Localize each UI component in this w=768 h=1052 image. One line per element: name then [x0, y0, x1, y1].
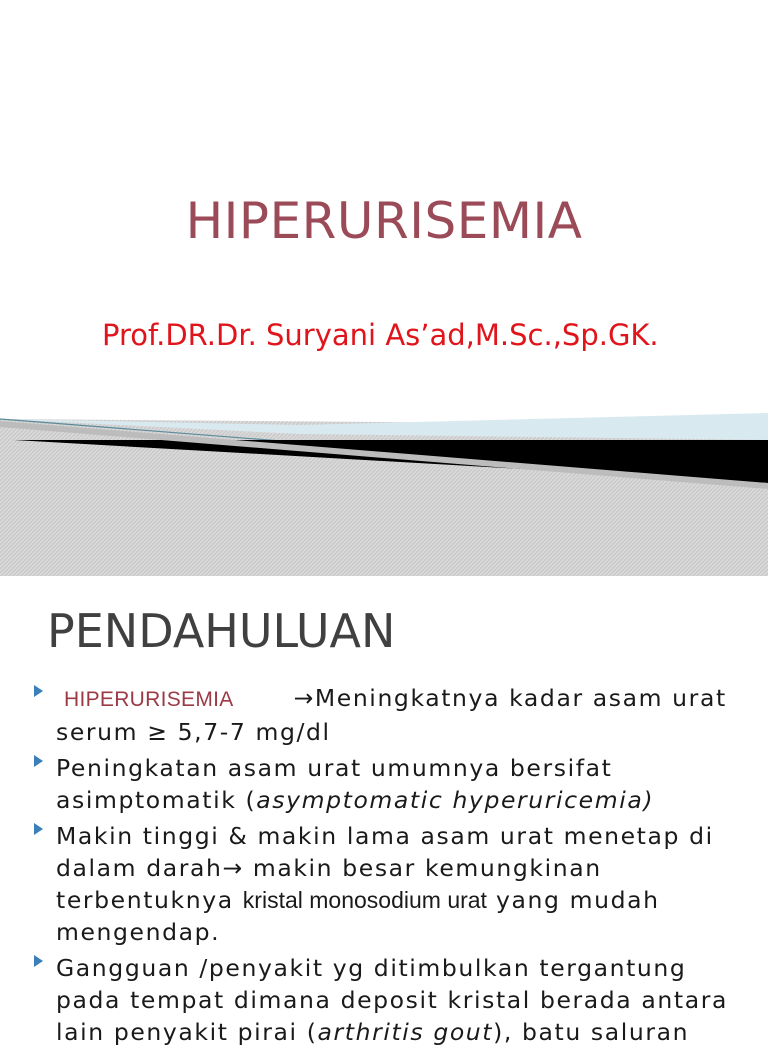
slide-subtitle-author: Prof.DR.Dr. Suryani As’ad,M.Sc.,Sp.GK.: [102, 318, 659, 352]
content-slide: [0, 576, 768, 1046]
bullet-text: →Meningkatnya kadar asam urat serum ≥ 5,7-7 mg/dl: [56, 684, 727, 746]
bullet-text: Gangguan /penyakit yg ditimbulkan tergantung pada tempat dimana deposit kristal berada antara lain penyakit pirai (: [56, 954, 728, 1046]
slide-heading: PENDAHULUAN: [47, 604, 396, 658]
bullet-arrow-icon: [34, 823, 43, 835]
bullet-text-continued: ), batu saluran: [493, 1018, 690, 1046]
bullet-text: Makin tinggi & makin lama asam urat menetap di dalam darah→ makin besar kemungkinan terbentuknya: [56, 822, 714, 914]
bullet-arrow-icon: [34, 755, 43, 767]
bullet-item: [0, 952, 768, 1048]
italic-text: arthritis gout: [317, 1018, 494, 1046]
bold-term: kristal monosodium urat: [242, 887, 487, 913]
italic-text: asymptomatic hyperuricemia): [256, 786, 655, 814]
bullet-item: [0, 682, 768, 748]
bullet-item: [0, 820, 768, 948]
bullet-arrow-icon: [34, 955, 43, 967]
highlight-term: HIPERURISEMIA: [64, 688, 234, 711]
decorative-wave-bands: [0, 405, 768, 576]
bullet-list: [0, 682, 768, 1052]
slide-title: HIPERURISEMIA: [185, 192, 583, 250]
bullet-text-continued: yang mudah mengendap.: [56, 886, 660, 946]
bullet-text: Peningkatan asam urat umumnya bersifat asimptomatik (: [56, 754, 613, 814]
bullet-item: [0, 752, 768, 816]
bullet-arrow-icon: [34, 685, 43, 697]
